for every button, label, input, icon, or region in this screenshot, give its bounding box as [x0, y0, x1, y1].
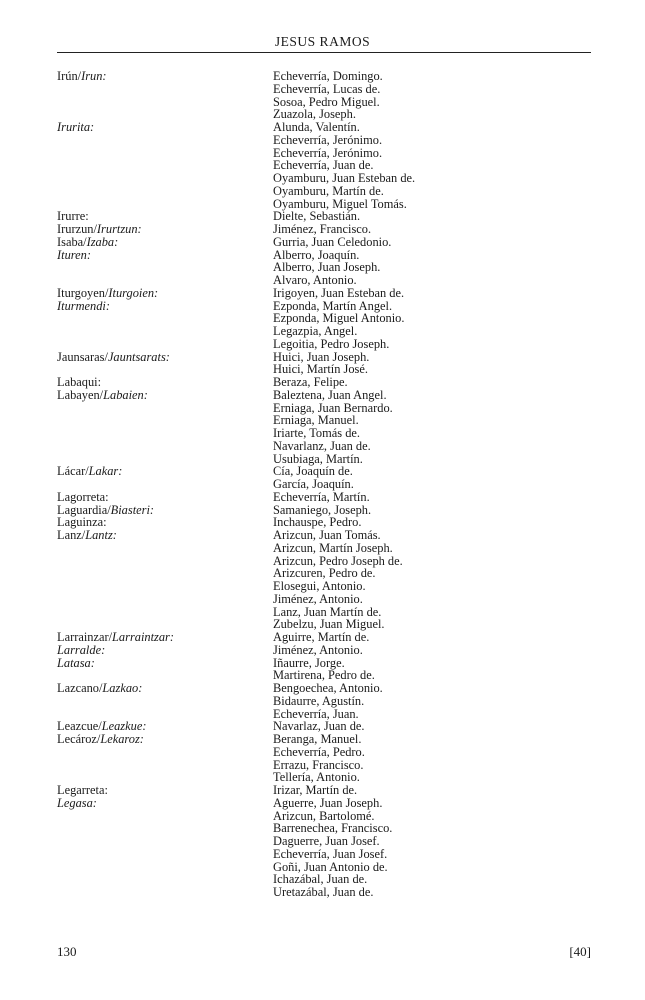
place-name	[57, 300, 273, 351]
person-name: Huici, Martín José.	[273, 362, 368, 377]
person-name: Ezponda, Martín Angel.	[273, 298, 393, 313]
place-basque: Ituren:	[57, 247, 91, 262]
person-name: Alvaro, Antonio.	[273, 273, 357, 287]
person-name: Baleztena, Juan Angel.	[273, 387, 387, 402]
person-name: Erniaga, Juan Bernardo.	[273, 400, 393, 415]
person-names	[273, 300, 591, 351]
place-spanish: Lazcano/	[57, 681, 103, 695]
person-names	[273, 236, 591, 249]
person-name: Martirena, Pedro de.	[273, 668, 375, 683]
person-names	[273, 465, 591, 491]
person-name: Iñaurre, Jorge.	[273, 655, 345, 670]
place-basque: Lakar:	[88, 464, 123, 479]
person-names	[273, 797, 591, 899]
person-name: Inchauspe, Pedro.	[273, 515, 362, 530]
place-name	[57, 657, 273, 683]
place-spanish: Isaba/	[57, 234, 87, 249]
person-names	[273, 733, 591, 784]
place-basque: Labaien:	[103, 387, 148, 402]
person-name: García, Joaquín.	[273, 477, 354, 491]
person-name: Arizcun, Bartolomé.	[273, 808, 375, 823]
person-name: Echeverría, Juan Josef.	[273, 846, 388, 861]
person-name: Navarlaz, Juan de.	[273, 719, 365, 734]
entry-row	[57, 351, 591, 377]
place-basque: Lekaroz:	[100, 732, 144, 746]
person-names	[273, 376, 591, 389]
place-spanish: Legarreta:	[57, 783, 108, 797]
place-basque: Larralde:	[57, 642, 106, 657]
entry-row	[57, 529, 591, 631]
place-spanish: Laguardia/	[57, 502, 111, 517]
person-name: Elosegui, Antonio.	[273, 579, 366, 593]
entry-row	[57, 223, 591, 236]
place-name	[57, 249, 273, 287]
place-name	[57, 733, 273, 784]
person-name: Oyamburu, Miguel Tomás.	[273, 196, 407, 211]
entry-row	[57, 631, 591, 644]
entry-row	[57, 733, 591, 784]
place-spanish: Lácar/	[57, 464, 89, 479]
person-name: Oyamburu, Juan Esteban de.	[273, 171, 416, 185]
person-name: Barrenechea, Francisco.	[273, 821, 393, 836]
person-name: Alberro, Juan Joseph.	[273, 260, 381, 275]
person-name: Irigoyen, Juan Esteban de.	[273, 285, 405, 300]
person-name: Echeverría, Martín.	[273, 489, 370, 504]
person-name: Irizar, Martín de.	[273, 783, 358, 797]
person-names	[273, 287, 591, 300]
place-basque: Izaba:	[86, 234, 119, 249]
entry-row	[57, 657, 591, 683]
entry-row	[57, 389, 591, 466]
person-names	[273, 529, 591, 631]
person-names	[273, 682, 591, 720]
place-spanish: Labayen/	[57, 387, 104, 402]
entry-row	[57, 300, 591, 351]
place-spanish: Iturgoyen/	[57, 285, 109, 300]
person-name: Arizcun, Pedro Joseph de.	[273, 553, 403, 568]
place-name	[57, 389, 273, 466]
place-spanish: Lagorreta:	[57, 489, 109, 504]
page-number: 130	[57, 944, 77, 959]
place-basque: Latasa:	[57, 655, 95, 670]
person-name: Huici, Juan Joseph.	[273, 349, 370, 364]
place-name	[57, 529, 273, 631]
place-basque: Biasteri:	[110, 502, 155, 517]
person-names	[273, 351, 591, 377]
person-name: Lanz, Juan Martín de.	[273, 604, 382, 619]
place-name	[57, 121, 273, 210]
place-spanish: Lanz/	[57, 528, 86, 542]
page-footer	[57, 944, 591, 960]
place-spanish: Leazcue/	[57, 719, 102, 734]
person-name: Cía, Joaquín de.	[273, 464, 353, 479]
place-name	[57, 797, 273, 899]
person-name: Ezponda, Miguel Antonio.	[273, 311, 405, 326]
person-name: Echeverría, Juan de.	[273, 158, 374, 173]
person-name: Usubiaga, Martín.	[273, 451, 363, 466]
place-name	[57, 351, 273, 377]
place-basque: Jauntsarats:	[107, 349, 170, 364]
place-basque: Leazkue:	[101, 719, 147, 734]
person-name: Uretazábal, Juan de.	[273, 885, 374, 899]
entry-row	[57, 287, 591, 300]
person-name: Iriarte, Tomás de.	[273, 426, 360, 440]
person-names	[273, 491, 591, 504]
person-name: Beranga, Manuel.	[273, 732, 362, 746]
entry-row	[57, 682, 591, 720]
person-name: Echeverría, Jerónimo.	[273, 132, 383, 147]
person-names	[273, 657, 591, 683]
place-spanish: Jaunsaras/	[57, 349, 108, 364]
person-names	[273, 249, 591, 287]
person-name: Goñi, Juan Antonio de.	[273, 859, 388, 874]
place-basque: Lantz:	[85, 528, 117, 542]
person-name: Arizcuren, Pedro de.	[273, 566, 376, 581]
person-names	[273, 631, 591, 644]
person-name: Echeverría, Domingo.	[273, 69, 383, 83]
person-name: Alunda, Valentín.	[273, 120, 360, 134]
entry-list	[57, 70, 591, 899]
entry-row	[57, 249, 591, 287]
header-rule	[57, 52, 591, 53]
place-spanish: Irún/	[57, 69, 82, 83]
person-name: Gurria, Juan Celedonio.	[273, 234, 392, 249]
person-name: Jiménez, Francisco.	[273, 222, 372, 236]
person-name: Arizcun, Juan Tomás.	[273, 528, 381, 542]
person-name: Dielte, Sebastián.	[273, 209, 361, 224]
person-name: Legazpia, Angel.	[273, 324, 358, 338]
place-spanish: Laguinza:	[57, 515, 107, 530]
place-name	[57, 682, 273, 720]
place-spanish: Larrainzar/	[57, 630, 113, 644]
person-name: Bidaurre, Agustín.	[273, 693, 365, 708]
person-name: Erniaga, Manuel.	[273, 413, 359, 428]
person-names	[273, 784, 591, 797]
person-names	[273, 389, 591, 466]
place-spanish: Labaqui:	[57, 375, 102, 389]
person-name: Arizcun, Martín Joseph.	[273, 540, 393, 555]
person-name: Sosoa, Pedro Miguel.	[273, 94, 380, 109]
place-basque: Irurita:	[57, 120, 95, 134]
person-name: Daguerre, Juan Josef.	[273, 834, 380, 848]
bracket-page-number: [40]	[569, 944, 591, 959]
person-name: Ichazábal, Juan de.	[273, 872, 368, 887]
person-names	[273, 223, 591, 236]
place-basque: Iturmendi:	[57, 298, 110, 313]
person-name: Echeverría, Pedro.	[273, 744, 365, 759]
person-name: Aguirre, Martín de.	[273, 630, 370, 644]
place-basque: Legasa:	[57, 795, 97, 810]
place-basque: Irun:	[81, 69, 107, 83]
running-header: JESUS RAMOS	[274, 34, 371, 49]
person-names	[273, 644, 591, 657]
place-spanish: Irurre:	[57, 209, 89, 224]
place-name	[57, 70, 273, 121]
person-name: Navarlanz, Juan de.	[273, 438, 371, 453]
place-basque: Irurtzun:	[96, 222, 142, 236]
person-name: Echeverría, Lucas de.	[273, 81, 381, 96]
person-name: Aguerre, Juan Joseph.	[273, 795, 383, 810]
place-spanish: Lecároz/	[57, 732, 101, 746]
place-basque: Larraintzar:	[112, 630, 175, 644]
person-name: Echeverría, Jerónimo.	[273, 145, 383, 160]
place-basque: Lazkao:	[102, 681, 143, 695]
person-name: Jiménez, Antonio.	[273, 591, 363, 606]
place-spanish: Irurzun/	[57, 222, 97, 236]
person-name: Legoitia, Pedro Joseph.	[273, 336, 390, 351]
entry-row	[57, 644, 591, 657]
entry-row	[57, 236, 591, 249]
person-name: Zuazola, Joseph.	[273, 107, 356, 122]
person-name: Zubelzu, Juan Miguel.	[273, 617, 385, 632]
entry-row	[57, 70, 591, 121]
place-name	[57, 465, 273, 491]
place-basque: Iturgoien:	[108, 285, 159, 300]
person-name: Jiménez, Antonio.	[273, 642, 363, 657]
person-names	[273, 70, 591, 121]
person-name: Echeverría, Juan.	[273, 706, 359, 721]
person-name: Alberro, Joaquín.	[273, 247, 360, 262]
person-name: Tellería, Antonio.	[273, 770, 360, 785]
person-name: Samaniego, Joseph.	[273, 502, 372, 517]
person-name: Oyamburu, Martín de.	[273, 183, 384, 198]
entry-row	[57, 121, 591, 210]
person-name: Errazu, Francisco.	[273, 757, 364, 772]
person-names	[273, 121, 591, 210]
entry-row	[57, 465, 591, 491]
entry-row	[57, 797, 591, 899]
person-name: Beraza, Felipe.	[273, 375, 348, 389]
entry-row	[57, 784, 591, 797]
person-name: Bengoechea, Antonio.	[273, 681, 383, 695]
